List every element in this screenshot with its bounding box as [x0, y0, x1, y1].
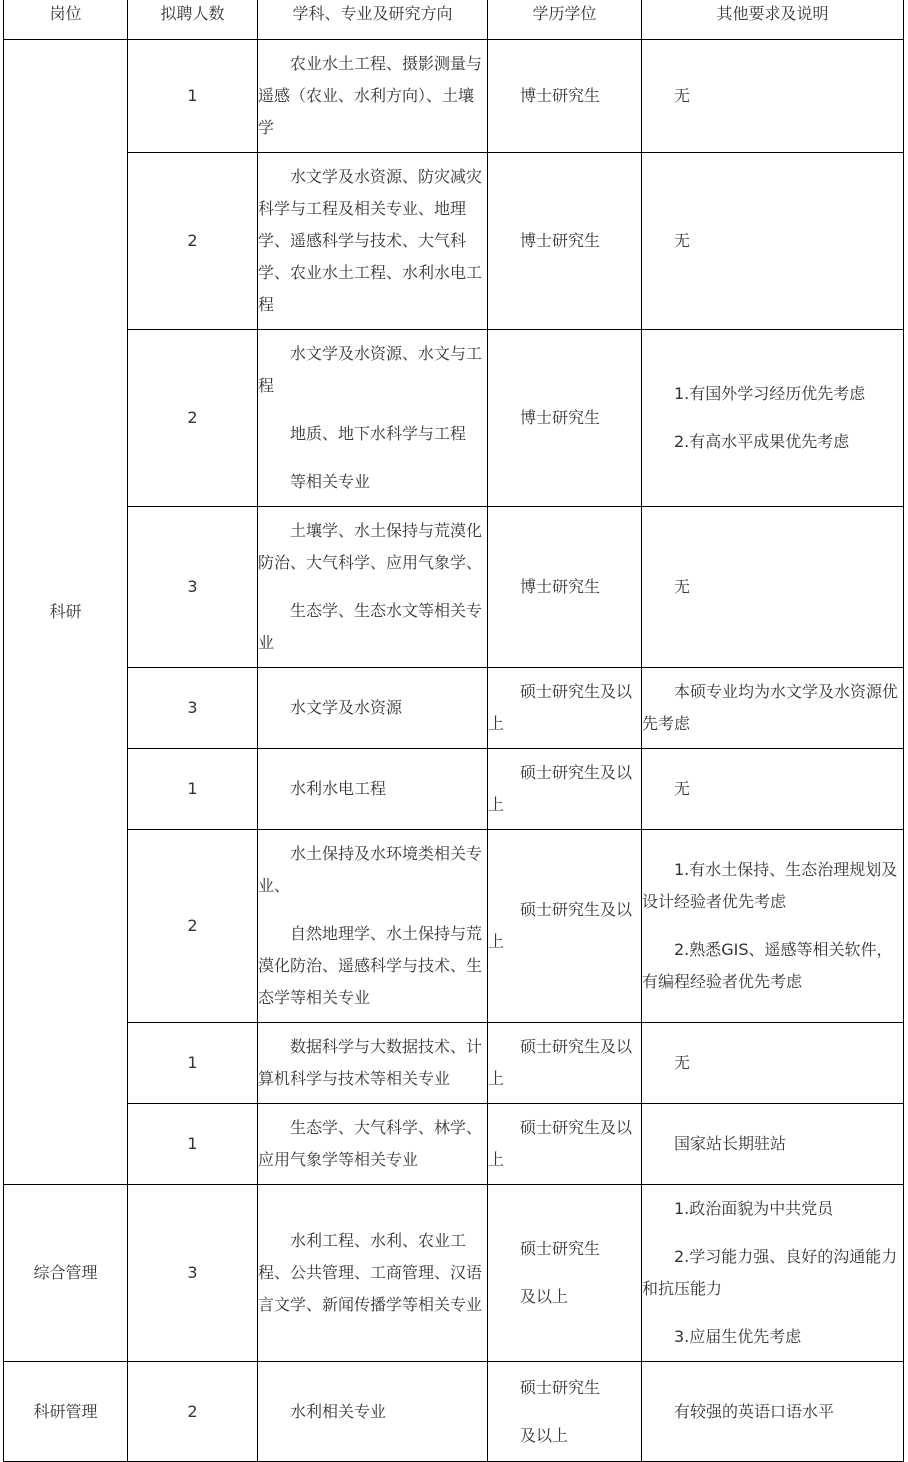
notes-cell — [642, 40, 904, 153]
notes-cell — [642, 1023, 904, 1104]
degree-line: 硕士研究生及以上 — [488, 763, 633, 814]
count-cell: 3 — [128, 668, 258, 749]
count-cell: 2 — [128, 330, 258, 507]
count-cell: 2 — [128, 153, 258, 330]
degree-line: 及以上 — [520, 1287, 569, 1306]
notes-line: 无 — [674, 86, 691, 105]
notes-line: 国家站长期驻站 — [674, 1134, 787, 1153]
major-line: 等相关专业 — [290, 472, 371, 491]
header-major: 学科、专业及研究方向 — [258, 0, 488, 40]
major-cell — [258, 1362, 488, 1462]
notes-line: 2.有高水平成果优先考虑 — [674, 432, 850, 451]
notes-cell — [642, 153, 904, 330]
notes-line: 无 — [674, 1053, 691, 1072]
notes-line: 1.有国外学习经历优先考虑 — [674, 384, 866, 403]
notes-line: 无 — [674, 779, 691, 798]
major-line: 水利相关专业 — [290, 1401, 387, 1421]
table-row — [4, 1185, 904, 1362]
count-cell: 1 — [128, 749, 258, 830]
major-cell — [258, 1104, 488, 1185]
major-line: 水利工程、水利、农业工程、公共管理、工商管理、汉语言文学、新闻传播学等相关专业 — [258, 1231, 483, 1314]
count-cell: 3 — [128, 507, 258, 668]
notes-cell — [642, 830, 904, 1023]
table-header-row — [4, 0, 904, 40]
degree-cell — [488, 1023, 642, 1104]
major-cell — [258, 1185, 488, 1362]
table-row — [4, 668, 904, 749]
table-row — [4, 749, 904, 830]
notes-line: 2.熟悉GIS、遥感等相关软件，有编程经验者优先考虑 — [642, 940, 893, 991]
notes-line: 1.政治面貌为中共党员 — [674, 1199, 834, 1218]
count-cell: 3 — [128, 1185, 258, 1362]
degree-line: 硕士研究生及以上 — [488, 682, 633, 733]
notes-cell — [642, 507, 904, 668]
notes-line: 3.应届生优先考虑 — [674, 1327, 802, 1346]
table-row — [4, 507, 904, 668]
table-row — [4, 330, 904, 507]
major-line: 生态学、生态水文等相关专业 — [258, 601, 483, 652]
major-cell — [258, 1023, 488, 1104]
notes-cell — [642, 1185, 904, 1362]
degree-cell — [488, 153, 642, 330]
header-notes: 其他要求及说明 — [642, 0, 904, 40]
notes-cell — [642, 330, 904, 507]
notes-line: 无 — [674, 231, 691, 250]
position-cell: 综合管理 — [4, 1185, 128, 1362]
major-cell — [258, 40, 488, 153]
recruitment-table — [3, 0, 904, 1462]
position-cell: 科研管理 — [4, 1362, 128, 1462]
major-cell — [258, 507, 488, 668]
header-count: 拟聘人数 — [128, 0, 258, 40]
degree-line: 博士研究生 — [520, 231, 601, 250]
notes-cell — [642, 749, 904, 830]
table-row — [4, 1362, 904, 1462]
table-row — [4, 153, 904, 330]
position-cell: 科研 — [4, 40, 128, 1185]
count-cell: 1 — [128, 1104, 258, 1185]
major-cell — [258, 749, 488, 830]
degree-cell — [488, 330, 642, 507]
degree-cell — [488, 507, 642, 668]
degree-cell — [488, 1185, 642, 1362]
degree-line: 博士研究生 — [520, 577, 601, 596]
count-cell: 1 — [128, 1023, 258, 1104]
degree-cell — [488, 830, 642, 1023]
header-degree: 学历学位 — [488, 0, 642, 40]
major-line: 自然地理学、水土保持与荒漠化防治、遥感科学与技术、生态学等相关专业 — [258, 924, 483, 1007]
notes-cell — [642, 1104, 904, 1185]
major-line: 土壤学、水土保持与荒漠化防治、大气科学、应用气象学、 — [258, 521, 483, 572]
degree-line: 硕士研究生及以上 — [488, 900, 633, 951]
notes-cell — [642, 1362, 904, 1462]
table-row — [4, 40, 904, 153]
degree-cell — [488, 1362, 642, 1462]
degree-line: 及以上 — [520, 1425, 569, 1445]
major-line: 水文学及水资源 — [290, 698, 403, 717]
notes-line: 有较强的英语口语水平 — [674, 1401, 835, 1421]
major-line: 水利水电工程 — [290, 779, 387, 798]
count-cell: 1 — [128, 40, 258, 153]
notes-line: 本硕专业均为水文学及水资源优先考虑 — [642, 682, 899, 733]
degree-cell — [488, 749, 642, 830]
major-line: 水文学及水资源、防灾减灾科学与工程及相关专业、地理学、遥感科学与技术、大气科学、农业水土工程、水利水电工程 — [258, 167, 483, 314]
table-row — [4, 1023, 904, 1104]
count-cell: 2 — [128, 1362, 258, 1462]
major-cell — [258, 830, 488, 1023]
degree-line: 硕士研究生 — [520, 1239, 601, 1258]
major-cell — [258, 330, 488, 507]
table-row — [4, 830, 904, 1023]
degree-line: 硕士研究生及以上 — [488, 1037, 633, 1088]
degree-line: 硕士研究生及以上 — [488, 1118, 633, 1169]
notes-line: 2.学习能力强、良好的沟通能力和抗压能力 — [642, 1247, 898, 1298]
degree-cell — [488, 40, 642, 153]
major-line: 数据科学与大数据技术、计算机科学与技术等相关专业 — [258, 1037, 483, 1088]
major-cell — [258, 153, 488, 330]
major-line: 水文学及水资源、水文与工程 — [258, 344, 483, 395]
major-line: 地质、地下水科学与工程 — [290, 424, 467, 443]
table-row — [4, 1104, 904, 1185]
major-line: 生态学、大气科学、林学、应用气象学等相关专业 — [258, 1118, 483, 1169]
notes-line: 无 — [674, 577, 691, 596]
header-position: 岗位 — [4, 0, 128, 40]
count-cell: 2 — [128, 830, 258, 1023]
major-cell — [258, 668, 488, 749]
degree-cell — [488, 668, 642, 749]
major-line: 农业水土工程、摄影测量与遥感（农业、水利方向）、土壤学 — [258, 54, 483, 137]
degree-cell — [488, 1104, 642, 1185]
degree-line: 博士研究生 — [520, 86, 601, 105]
degree-line: 硕士研究生 — [520, 1377, 601, 1397]
notes-cell — [642, 668, 904, 749]
notes-line: 1.有水土保持、生态治理规划及设计经验者优先考虑 — [642, 860, 898, 911]
major-line: 水土保持及水环境类相关专业、 — [258, 844, 483, 895]
degree-line: 博士研究生 — [520, 408, 601, 427]
